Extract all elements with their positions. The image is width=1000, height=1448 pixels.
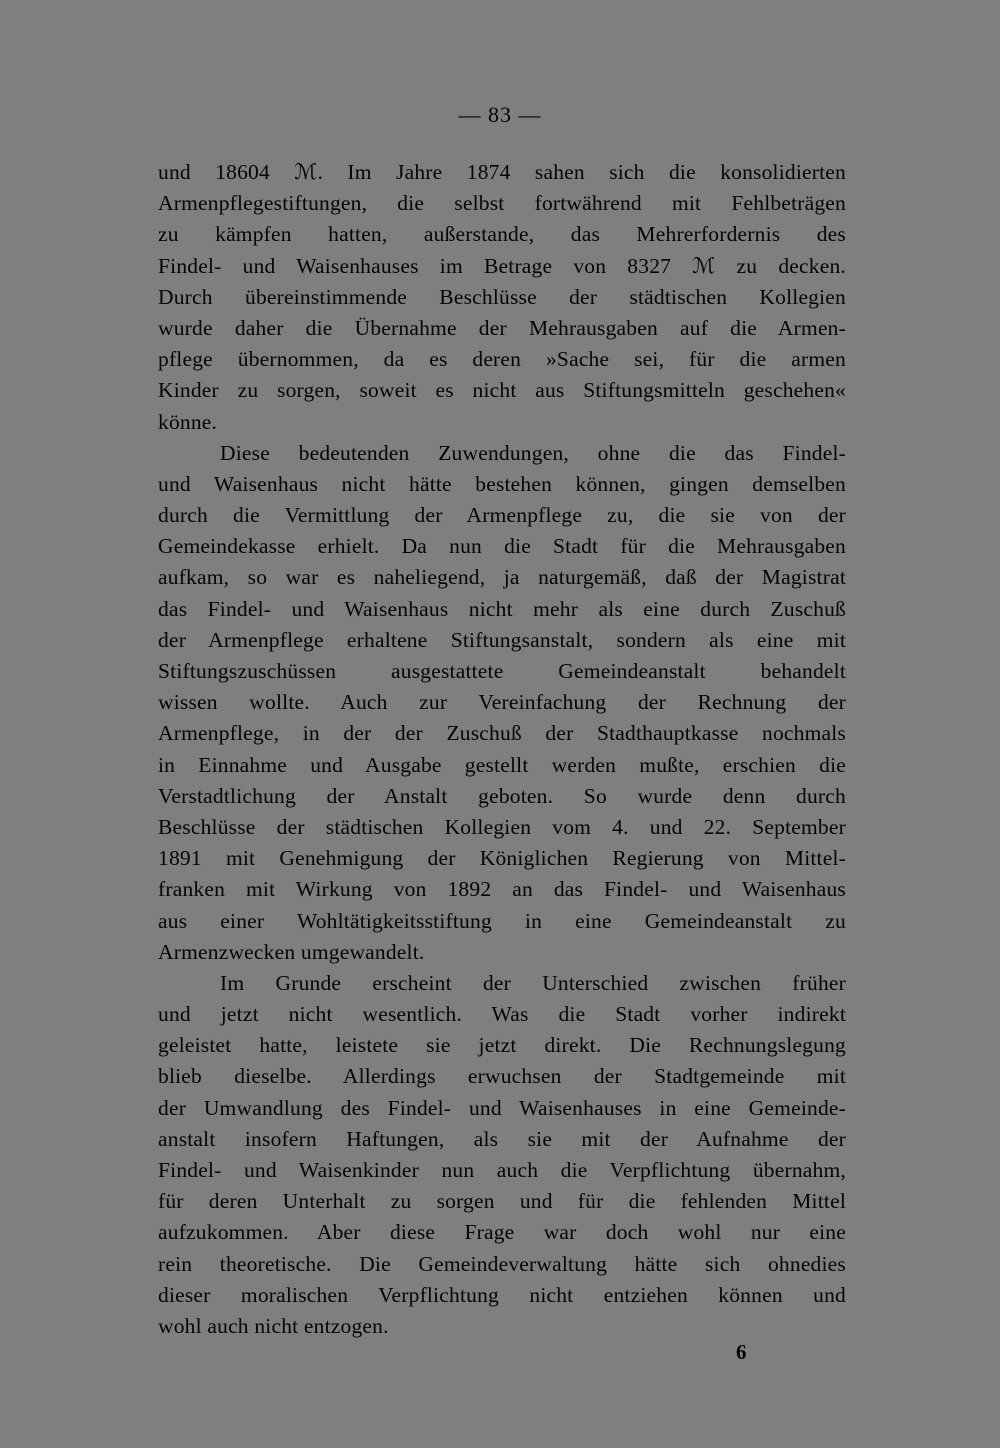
text-line: Kinder zu sorgen, soweit es nicht aus Stiftungsmitteln geschehen«	[158, 378, 846, 403]
text-line: Findel- und Waisenhauses im Betrage von 8327 ℳ zu decken.	[158, 253, 846, 278]
text-line: Durch übereinstimmende Beschlüsse der städtischen Kollegien	[158, 284, 846, 309]
text-line: aus einer Wohltätigkeitsstiftung in eine Gemeindeanstalt zu	[158, 908, 846, 933]
text-line: Beschlüsse der städtischen Kollegien vom 4. und 22. September	[158, 814, 846, 839]
text-line: Gemeindekasse erhielt. Da nun die Stadt für die Mehrausgaben	[158, 534, 846, 559]
text-line: franken mit Wirkung von 1892 an das Findel- und Waisenhaus	[158, 877, 846, 902]
text-line: blieb dieselbe. Allerdings erwuchsen der Stadtgemeinde mit	[158, 1064, 846, 1089]
text-line: zu kämpfen hatten, außerstande, das Mehrerfordernis des	[158, 222, 846, 247]
paragraph-first-line: Im Grunde erscheint der Unterschied zwischen früher	[220, 970, 846, 995]
text-line: wohl auch nicht entzogen.	[158, 1313, 389, 1338]
text-line: und 18604 ℳ. Im Jahre 1874 sahen sich die konsolidierten	[158, 160, 846, 184]
text-line: Verstadtlichung der Anstalt geboten. So wurde denn durch	[158, 783, 846, 808]
text-line: dieser moralischen Verpflichtung nicht entziehen können und	[158, 1282, 846, 1307]
paragraph-first-line: Diese bedeutenden Zuwendungen, ohne die das Findel-	[220, 440, 846, 465]
text-line: geleistet hatte, leistete sie jetzt direkt. Die Rechnungslegung	[158, 1033, 846, 1058]
text-line: das Findel- und Waisenhaus nicht mehr als eine durch Zuschuß	[158, 596, 846, 621]
text-line: Findel- und Waisenkinder nun auch die Verpflichtung übernahm,	[158, 1158, 846, 1182]
page-number-header: — 83 —	[458, 102, 542, 127]
sheet-signature-number: 6	[736, 1340, 747, 1364]
text-line: und jetzt nicht wesentlich. Was die Stadt vorher indirekt	[158, 1002, 846, 1027]
text-line: durch die Vermittlung der Armenpflege zu, die sie von der	[158, 503, 846, 528]
text-line: könne.	[158, 409, 218, 434]
text-line: Armenzwecken umgewandelt.	[158, 939, 425, 964]
text-line: pflege übernommen, da es deren »Sache sei, für die armen	[158, 347, 846, 372]
text-line: rein theoretische. Die Gemeindeverwaltung hätte sich ohnedies	[158, 1251, 846, 1276]
text-line: in Einnahme und Ausgabe gestellt werden mußte, erschien die	[158, 752, 846, 777]
text-line: für deren Unterhalt zu sorgen und für die fehlenden Mittel	[158, 1189, 846, 1214]
text-line: Stiftungszuschüssen ausgestattete Gemeindeanstalt behandelt	[158, 659, 846, 683]
text-line: wurde daher die Übernahme der Mehrausgaben auf die Armen-	[158, 315, 846, 340]
text-line: und Waisenhaus nicht hätte bestehen können, gingen demselben	[158, 471, 846, 496]
text-line: aufzukommen. Aber diese Frage war doch wohl nur eine	[158, 1220, 846, 1245]
text-line: Armenpflege, in der der Zuschuß der Stadthauptkasse nochmals	[158, 721, 846, 746]
text-line: wissen wollte. Auch zur Vereinfachung der Rechnung der	[158, 690, 846, 715]
text-line: aufkam, so war es naheliegend, ja naturgemäß, daß der Magistrat	[158, 565, 846, 590]
text-line: anstalt insofern Haftungen, als sie mit der Aufnahme der	[158, 1126, 846, 1151]
text-line: Armenpflegestiftungen, die selbst fortwährend mit Fehlbeträgen	[158, 191, 846, 216]
text-line: 1891 mit Genehmigung der Königlichen Regierung von Mittel-	[158, 846, 846, 871]
text-line: der Armenpflege erhaltene Stiftungsanstalt, sondern als eine mit	[158, 627, 846, 652]
text-line: der Umwandlung des Findel- und Waisenhauses in eine Gemeinde-	[158, 1095, 846, 1120]
body-text	[158, 157, 846, 1342]
